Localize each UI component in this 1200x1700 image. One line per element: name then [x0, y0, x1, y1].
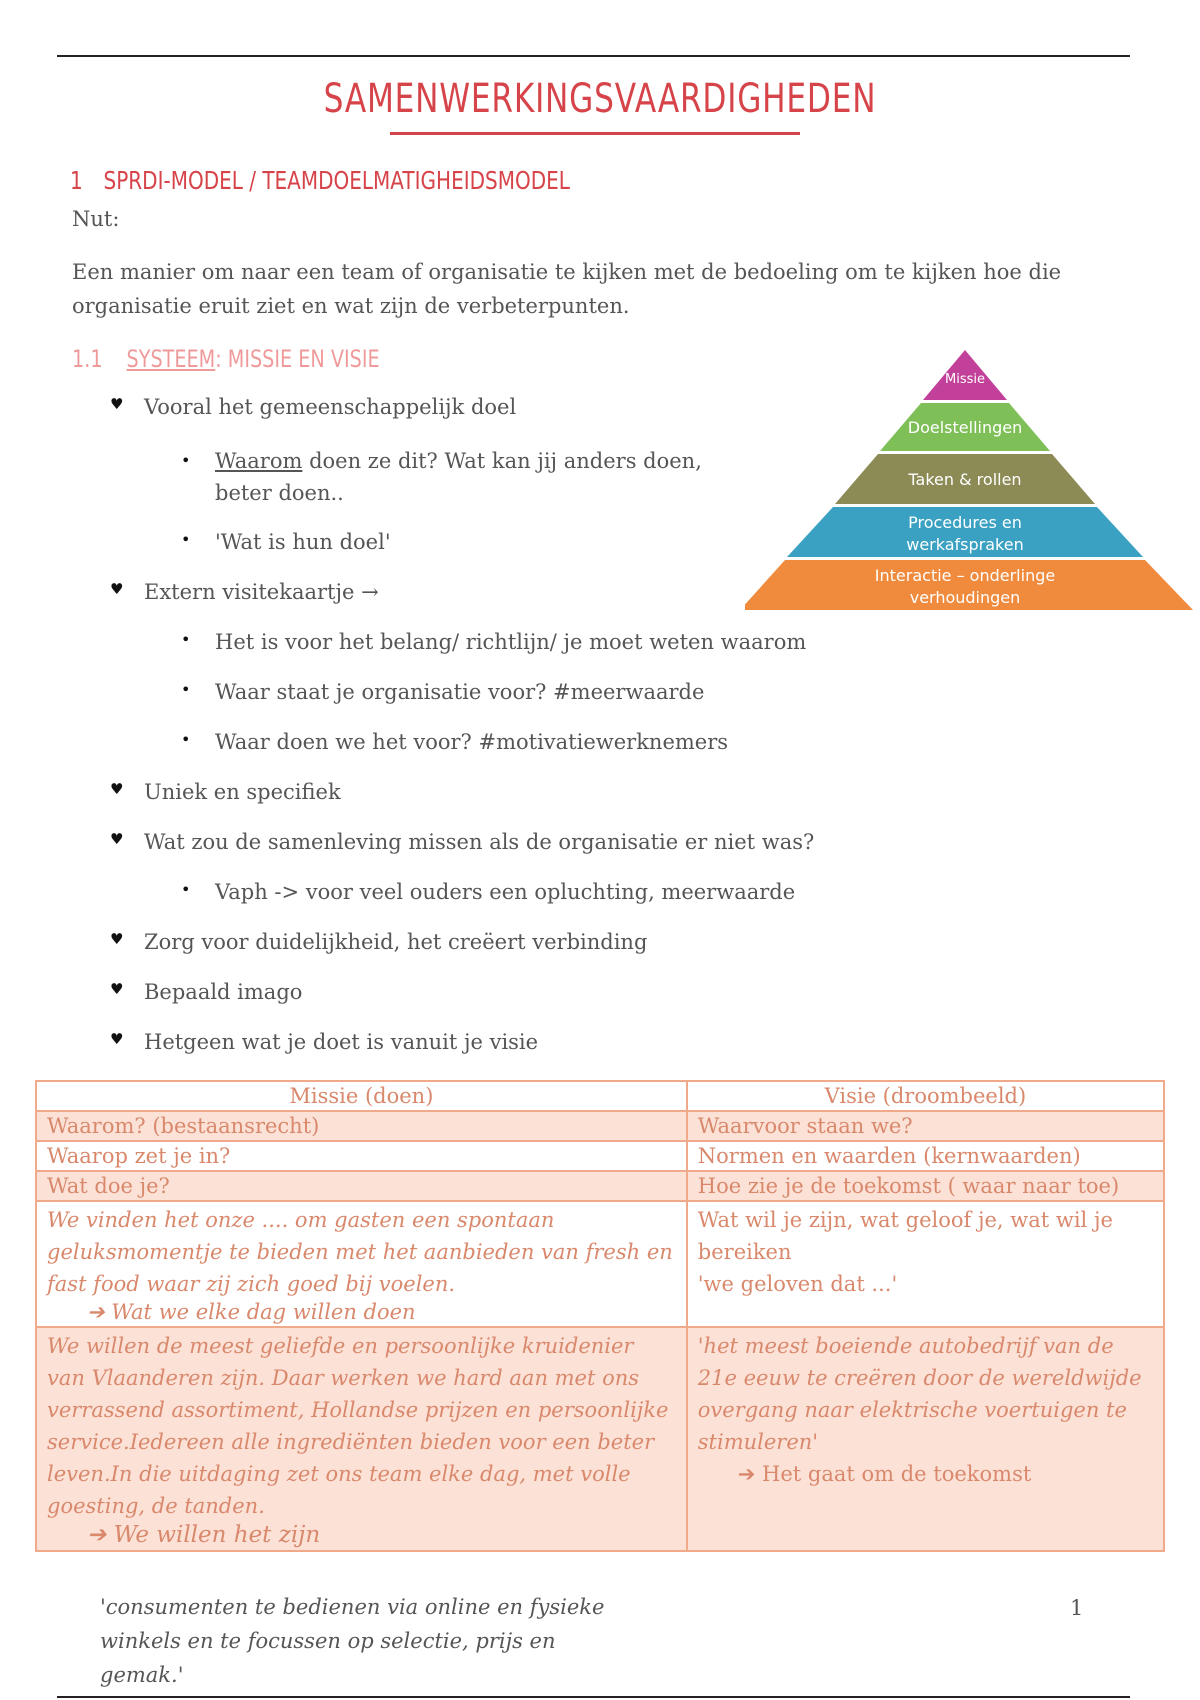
table-row: [36, 1327, 1164, 1551]
bullet-item: ♥ Hetgeen wat je doet is vanuit je visie: [144, 1030, 538, 1054]
subsection-number: 1.1: [72, 345, 103, 373]
underlined-word: Waarom: [215, 449, 303, 473]
pyramid-label-missie: Missie: [945, 372, 985, 387]
pyramid-label-doelstellingen: Doelstellingen: [907, 418, 1023, 437]
table-cell: Wat doe je?: [36, 1171, 687, 1201]
table-cell: [687, 1327, 1164, 1551]
table-cell: Hoe zie je de toekomst ( waar naar toe): [687, 1171, 1164, 1201]
subsection-heading: [72, 345, 380, 373]
table-cell: Waarom? (bestaansrecht): [36, 1111, 687, 1141]
pyramid-label-procedures-2: werkafspraken: [906, 535, 1024, 554]
section-title: SPRDI-MODEL / TEAMDOELMATIGHEIDSMODEL: [103, 166, 570, 195]
pyramid-label-taken: Taken & rollen: [908, 470, 1022, 489]
sub-bullet-item: • Waar doen we het voor? #motivatiewerknemers: [215, 730, 728, 754]
sub-bullet-text: doen ze dit? Wat kan jij anders doen,: [302, 449, 702, 473]
page-title: SAMENWERKINGSVAARDIGHEDEN: [323, 76, 877, 122]
arrow-note: ➔ Het gaat om de toekomst: [737, 1462, 1032, 1486]
quote-text: 'consumenten te bedienen via online en fysieke winkels en te focussen op selectie, prijs en gemak.': [100, 1595, 605, 1687]
nut-label: Nut:: [72, 207, 120, 231]
bullet-item: ♥ Uniek en specifiek: [144, 780, 341, 804]
sub-bullet-item: • Vaph -> voor veel ouders een opluchting, meerwaarde: [215, 880, 795, 904]
table-header-visie: Visie (droombeeld): [687, 1081, 1164, 1111]
sub-bullet-item: • 'Wat is hun doel': [215, 530, 391, 554]
table-row: [36, 1171, 1164, 1201]
table-cell: Waarop zet je in?: [36, 1141, 687, 1171]
sub-bullet-item: • Waar staat je organisatie voor? #meerwaarde: [215, 680, 704, 704]
sub-bullet-item: • Het is voor het belang/ richtlijn/ je moet weten waarom: [215, 630, 806, 654]
example-text: We vinden het onze .... om gasten een spontaan geluksmomentje te bieden met het aanbieden van fresh en fast food waar zij zich goed bij voelen.: [47, 1208, 673, 1296]
bullet-item: ♥ Vooral het gemeenschappelijk doel: [144, 395, 516, 419]
visie-text: Wat wil je zijn, wat geloof je, wat wil je bereiken: [697, 1208, 1113, 1264]
table-cell: [36, 1327, 687, 1551]
table-cell: [36, 1201, 687, 1327]
table-row: [36, 1201, 1164, 1327]
table-row: [36, 1141, 1164, 1171]
pyramid-diagram: [745, 345, 1195, 615]
section-number: 1: [70, 166, 83, 195]
table-cell: Waarvoor staan we?: [687, 1111, 1164, 1141]
table-header-missie: Missie (doen): [36, 1081, 687, 1111]
example-text: We willen de meest geliefde en persoonlijke kruidenier van Vlaanderen zijn. Daar werken we hard aan met ons verrassend assortiment, Hollandse prijzen en persoonlijke service.Iedereen alle ingrediënten bieden voor een beter leven.In die uitdaging zet ons team elke dag, met volle goesting, de tanden.: [47, 1334, 669, 1518]
pyramid-label-interactie-2: verhoudingen: [909, 588, 1021, 607]
visie-quote: 'we geloven dat ...': [697, 1272, 898, 1296]
section-heading: [70, 166, 570, 195]
table-cell: [687, 1201, 1164, 1327]
example-text: 'het meest boeiende autobedrijf van de 21e eeuw te creëren door de wereldwijde overgang naar elektrische voertuigen te stimuleren': [697, 1334, 1142, 1454]
arrow-note: ➔ We willen het zijn: [87, 1522, 321, 1548]
table-cell: Normen en waarden (kernwaarden): [687, 1141, 1164, 1171]
top-rule: [57, 55, 1130, 57]
subsection-title-prefix: SYSTEEM: [126, 345, 216, 373]
table-header-row: [36, 1081, 1164, 1111]
bullet-item: ♥ Wat zou de samenleving missen als de organisatie er niet was?: [144, 830, 814, 854]
intro-paragraph: Een manier om naar een team of organisatie te kijken met de bedoeling om te kijken hoe die organisatie eruit ziet en wat zijn de verbeterpunten.: [72, 260, 1062, 318]
subsection-title-rest: : MISSIE EN VISIE: [215, 345, 380, 373]
sub-bullet-text-line2: beter doen..: [215, 481, 344, 505]
page-number: 1: [1070, 1596, 1084, 1620]
sub-bullet-item: [215, 445, 702, 509]
bullet-item: ♥ Extern visitekaartje →: [144, 580, 379, 604]
arrow-note: ➔ Wat we elke dag willen doen: [87, 1300, 416, 1324]
pyramid-label-interactie-1: Interactie – onderlinge: [874, 566, 1056, 585]
pyramid-label-procedures-1: Procedures en: [908, 513, 1022, 532]
bullet-item: ♥ Zorg voor duidelijkheid, het creëert verbinding: [144, 930, 647, 954]
table-row: [36, 1111, 1164, 1141]
bullet-item: ♥ Bepaald imago: [144, 980, 302, 1004]
title-underline: [390, 132, 800, 135]
missie-visie-table: [35, 1080, 1165, 1552]
bottom-rule: [57, 1696, 1130, 1698]
